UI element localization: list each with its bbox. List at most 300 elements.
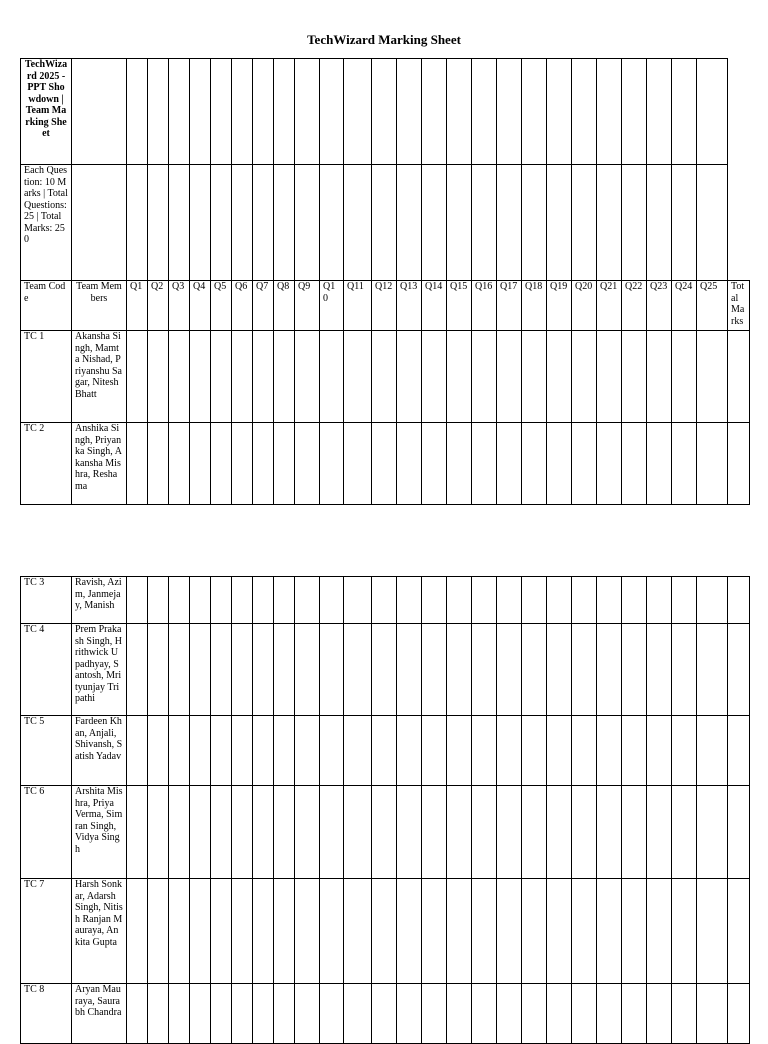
score-cell[interactable] [397, 879, 422, 984]
score-cell[interactable] [127, 984, 148, 1044]
score-cell[interactable] [295, 624, 320, 716]
score-cell[interactable] [211, 423, 232, 505]
marking-table-page-1 [20, 58, 750, 505]
team-row [21, 577, 750, 624]
score-cell[interactable] [190, 879, 211, 984]
score-cell[interactable] [572, 786, 597, 879]
score-cell[interactable] [274, 786, 295, 879]
score-cell[interactable] [295, 879, 320, 984]
question-header-21: Q21 [597, 281, 622, 331]
score-cell[interactable] [232, 716, 253, 786]
score-cell[interactable] [597, 879, 622, 984]
score-cell[interactable] [572, 624, 597, 716]
score-cell[interactable] [647, 423, 672, 505]
score-cell[interactable] [547, 624, 572, 716]
team-code-cell: TC 7 [21, 879, 72, 984]
event-title-cell: TechWizard 2025 - PPT Showdown | Team Marking Sheet [21, 59, 72, 165]
score-cell[interactable] [372, 984, 397, 1044]
score-cell[interactable] [274, 423, 295, 505]
score-cell[interactable] [372, 624, 397, 716]
team-members-cell: Prem Prakash Singh, Hrithwick Upadhyay, Santosh, Mrityunjay Tripathi [72, 624, 127, 716]
empty-cell [597, 165, 622, 281]
score-cell[interactable] [472, 879, 497, 984]
score-cell[interactable] [622, 577, 647, 624]
empty-cell [422, 59, 447, 165]
event-title-row [21, 59, 750, 165]
score-cell[interactable] [148, 423, 169, 505]
empty-cell [190, 165, 211, 281]
score-cell[interactable] [672, 984, 697, 1044]
score-cell[interactable] [344, 423, 372, 505]
score-cell[interactable] [622, 331, 647, 423]
empty-cell [344, 59, 372, 165]
score-cell[interactable] [547, 331, 572, 423]
empty-cell [211, 165, 232, 281]
score-cell[interactable] [344, 786, 372, 879]
score-cell[interactable] [148, 879, 169, 984]
empty-cell [274, 59, 295, 165]
score-cell[interactable] [672, 624, 697, 716]
score-cell[interactable] [320, 331, 344, 423]
empty-cell [232, 165, 253, 281]
score-cell[interactable] [597, 624, 622, 716]
team-members-cell: Ravish, Azim, Janmejay, Manish [72, 577, 127, 624]
score-cell[interactable] [422, 624, 447, 716]
score-cell[interactable] [253, 716, 274, 786]
score-cell[interactable] [344, 331, 372, 423]
score-cell[interactable] [697, 984, 728, 1044]
question-header-19: Q19 [547, 281, 572, 331]
score-cell[interactable] [672, 577, 697, 624]
score-cell[interactable] [397, 577, 422, 624]
score-cell[interactable] [253, 423, 274, 505]
score-cell[interactable] [472, 716, 497, 786]
score-cell[interactable] [547, 786, 572, 879]
score-cell[interactable] [169, 331, 190, 423]
score-cell[interactable] [274, 984, 295, 1044]
team-members-cell: Arshita Mishra, Priya Verma, Simran Singh, Vidya Singh [72, 786, 127, 879]
empty-cell [697, 59, 728, 165]
question-header-10: Q10 [320, 281, 344, 331]
question-header-17: Q17 [497, 281, 522, 331]
total-marks-cell[interactable] [728, 879, 750, 984]
question-header-14: Q14 [422, 281, 447, 331]
score-cell[interactable] [397, 984, 422, 1044]
score-cell[interactable] [497, 331, 522, 423]
score-cell[interactable] [148, 331, 169, 423]
score-cell[interactable] [190, 716, 211, 786]
score-cell[interactable] [211, 624, 232, 716]
score-cell[interactable] [647, 624, 672, 716]
question-header-11: Q11 [344, 281, 372, 331]
score-cell[interactable] [472, 984, 497, 1044]
score-cell[interactable] [622, 984, 647, 1044]
score-cell[interactable] [472, 624, 497, 716]
question-header-5: Q5 [211, 281, 232, 331]
score-cell[interactable] [344, 879, 372, 984]
score-cell[interactable] [190, 984, 211, 1044]
score-cell[interactable] [497, 984, 522, 1044]
question-header-23: Q23 [647, 281, 672, 331]
team-row [21, 423, 750, 505]
score-cell[interactable] [253, 879, 274, 984]
score-cell[interactable] [422, 984, 447, 1044]
score-cell[interactable] [472, 786, 497, 879]
score-cell[interactable] [190, 423, 211, 505]
score-cell[interactable] [253, 577, 274, 624]
empty-cell [647, 165, 672, 281]
score-cell[interactable] [522, 331, 547, 423]
question-header-16: Q16 [472, 281, 497, 331]
score-cell[interactable] [320, 984, 344, 1044]
empty-cell [232, 59, 253, 165]
score-cell[interactable] [497, 423, 522, 505]
score-cell[interactable] [295, 331, 320, 423]
question-header-7: Q7 [253, 281, 274, 331]
score-cell[interactable] [274, 577, 295, 624]
score-cell[interactable] [497, 786, 522, 879]
score-cell[interactable] [295, 716, 320, 786]
score-cell[interactable] [127, 624, 148, 716]
score-cell[interactable] [274, 624, 295, 716]
score-cell[interactable] [597, 716, 622, 786]
empty-cell [295, 165, 320, 281]
team-code-cell: TC 3 [21, 577, 72, 624]
question-header-1: Q1 [127, 281, 148, 331]
score-cell[interactable] [232, 577, 253, 624]
header-row [21, 281, 750, 331]
score-cell[interactable] [169, 984, 190, 1044]
total-marks-cell[interactable] [728, 577, 750, 624]
empty-cell [397, 165, 422, 281]
score-cell[interactable] [647, 984, 672, 1044]
empty-cell [72, 59, 127, 165]
team-code-header: Team Code [21, 281, 72, 331]
score-cell[interactable] [372, 577, 397, 624]
score-cell[interactable] [497, 577, 522, 624]
score-cell[interactable] [622, 423, 647, 505]
score-cell[interactable] [320, 716, 344, 786]
question-header-18: Q18 [522, 281, 547, 331]
empty-cell [672, 59, 697, 165]
score-cell[interactable] [148, 624, 169, 716]
empty-cell [547, 59, 572, 165]
score-cell[interactable] [397, 624, 422, 716]
score-cell[interactable] [232, 786, 253, 879]
score-cell[interactable] [547, 879, 572, 984]
empty-cell [622, 59, 647, 165]
score-cell[interactable] [211, 331, 232, 423]
score-cell[interactable] [547, 716, 572, 786]
score-cell[interactable] [372, 331, 397, 423]
team-row [21, 331, 750, 423]
score-cell[interactable] [211, 786, 232, 879]
score-cell[interactable] [422, 879, 447, 984]
score-cell[interactable] [422, 577, 447, 624]
score-cell[interactable] [472, 423, 497, 505]
empty-cell [253, 165, 274, 281]
total-marks-cell[interactable] [728, 716, 750, 786]
score-cell[interactable] [597, 331, 622, 423]
score-cell[interactable] [472, 577, 497, 624]
score-cell[interactable] [497, 716, 522, 786]
score-cell[interactable] [697, 624, 728, 716]
score-cell[interactable] [647, 786, 672, 879]
question-header-24: Q24 [672, 281, 697, 331]
question-header-12: Q12 [372, 281, 397, 331]
total-marks-header: Total Marks [728, 281, 750, 331]
score-cell[interactable] [572, 423, 597, 505]
question-header-6: Q6 [232, 281, 253, 331]
empty-cell [211, 59, 232, 165]
score-cell[interactable] [344, 984, 372, 1044]
empty-cell [169, 165, 190, 281]
score-cell[interactable] [622, 879, 647, 984]
score-cell[interactable] [522, 624, 547, 716]
score-cell[interactable] [447, 716, 472, 786]
score-cell[interactable] [522, 984, 547, 1044]
score-cell[interactable] [422, 331, 447, 423]
score-cell[interactable] [397, 331, 422, 423]
score-cell[interactable] [169, 624, 190, 716]
score-cell[interactable] [647, 716, 672, 786]
score-cell[interactable] [622, 624, 647, 716]
score-cell[interactable] [295, 423, 320, 505]
score-cell[interactable] [522, 423, 547, 505]
empty-cell [372, 59, 397, 165]
empty-cell [597, 59, 622, 165]
score-cell[interactable] [148, 716, 169, 786]
score-cell[interactable] [597, 786, 622, 879]
empty-cell [572, 59, 597, 165]
score-cell[interactable] [522, 786, 547, 879]
score-cell[interactable] [295, 577, 320, 624]
score-cell[interactable] [447, 331, 472, 423]
score-cell[interactable] [253, 786, 274, 879]
empty-cell [647, 59, 672, 165]
empty-cell [522, 165, 547, 281]
score-cell[interactable] [572, 984, 597, 1044]
score-cell[interactable] [672, 331, 697, 423]
score-cell[interactable] [274, 879, 295, 984]
score-cell[interactable] [148, 984, 169, 1044]
score-cell[interactable] [597, 423, 622, 505]
score-cell[interactable] [320, 423, 344, 505]
score-cell[interactable] [697, 786, 728, 879]
empty-cell [320, 59, 344, 165]
score-cell[interactable] [148, 786, 169, 879]
score-cell[interactable] [190, 577, 211, 624]
score-cell[interactable] [497, 624, 522, 716]
empty-cell [127, 59, 148, 165]
empty-cell [397, 59, 422, 165]
empty-cell [497, 165, 522, 281]
score-cell[interactable] [447, 879, 472, 984]
score-cell[interactable] [169, 577, 190, 624]
score-cell[interactable] [422, 716, 447, 786]
empty-cell [127, 165, 148, 281]
score-cell[interactable] [372, 716, 397, 786]
score-cell[interactable] [672, 716, 697, 786]
score-cell[interactable] [697, 577, 728, 624]
score-cell[interactable] [127, 879, 148, 984]
score-cell[interactable] [190, 786, 211, 879]
team-row [21, 984, 750, 1044]
score-cell[interactable] [597, 984, 622, 1044]
score-cell[interactable] [211, 577, 232, 624]
score-cell[interactable] [397, 716, 422, 786]
score-cell[interactable] [447, 624, 472, 716]
score-cell[interactable] [169, 716, 190, 786]
empty-cell [472, 165, 497, 281]
page-title: TechWizard Marking Sheet [307, 32, 461, 47]
score-cell[interactable] [522, 879, 547, 984]
score-cell[interactable] [344, 716, 372, 786]
score-cell[interactable] [647, 577, 672, 624]
score-cell[interactable] [211, 984, 232, 1044]
team-code-cell: TC 8 [21, 984, 72, 1044]
score-cell[interactable] [372, 879, 397, 984]
score-cell[interactable] [232, 624, 253, 716]
score-cell[interactable] [397, 423, 422, 505]
marking-table-page-2 [20, 576, 750, 1044]
score-cell[interactable] [127, 716, 148, 786]
score-cell[interactable] [647, 331, 672, 423]
team-code-cell: TC 2 [21, 423, 72, 505]
total-marks-cell[interactable] [728, 423, 750, 505]
score-cell[interactable] [547, 984, 572, 1044]
score-cell[interactable] [372, 786, 397, 879]
score-cell[interactable] [344, 577, 372, 624]
score-cell[interactable] [447, 984, 472, 1044]
total-marks-cell[interactable] [728, 624, 750, 716]
score-cell[interactable] [497, 879, 522, 984]
score-cell[interactable] [622, 786, 647, 879]
score-cell[interactable] [274, 331, 295, 423]
score-cell[interactable] [572, 879, 597, 984]
team-members-cell: Anshika Singh, Priyanka Singh, Akansha Mishra, Reshama [72, 423, 127, 505]
score-cell[interactable] [397, 786, 422, 879]
score-cell[interactable] [320, 624, 344, 716]
question-header-2: Q2 [148, 281, 169, 331]
score-cell[interactable] [127, 577, 148, 624]
score-cell[interactable] [148, 577, 169, 624]
score-cell[interactable] [253, 331, 274, 423]
score-cell[interactable] [647, 879, 672, 984]
score-cell[interactable] [169, 879, 190, 984]
score-cell[interactable] [211, 716, 232, 786]
question-header-22: Q22 [622, 281, 647, 331]
score-cell[interactable] [169, 423, 190, 505]
team-code-cell: TC 4 [21, 624, 72, 716]
score-cell[interactable] [320, 879, 344, 984]
score-cell[interactable] [697, 879, 728, 984]
score-cell[interactable] [572, 716, 597, 786]
score-cell[interactable] [232, 331, 253, 423]
question-header-20: Q20 [572, 281, 597, 331]
score-cell[interactable] [295, 786, 320, 879]
team-members-header: Team Members [72, 281, 127, 331]
empty-cell [148, 59, 169, 165]
empty-cell [447, 59, 472, 165]
score-cell[interactable] [547, 423, 572, 505]
empty-cell [320, 165, 344, 281]
score-cell[interactable] [447, 786, 472, 879]
team-row [21, 624, 750, 716]
empty-cell [447, 165, 472, 281]
score-cell[interactable] [472, 331, 497, 423]
question-header-25: Q25 [697, 281, 728, 331]
score-cell[interactable] [190, 624, 211, 716]
question-header-4: Q4 [190, 281, 211, 331]
score-cell[interactable] [697, 331, 728, 423]
score-cell[interactable] [697, 423, 728, 505]
score-cell[interactable] [169, 786, 190, 879]
score-cell[interactable] [295, 984, 320, 1044]
score-cell[interactable] [320, 577, 344, 624]
score-cell[interactable] [572, 577, 597, 624]
team-code-cell: TC 5 [21, 716, 72, 786]
score-cell[interactable] [253, 624, 274, 716]
team-row [21, 716, 750, 786]
empty-cell [169, 59, 190, 165]
empty-cell [148, 165, 169, 281]
score-cell[interactable] [622, 716, 647, 786]
score-cell[interactable] [190, 331, 211, 423]
score-cell[interactable] [447, 423, 472, 505]
score-cell[interactable] [672, 423, 697, 505]
total-marks-cell[interactable] [728, 331, 750, 423]
score-cell[interactable] [672, 786, 697, 879]
score-cell[interactable] [672, 879, 697, 984]
score-cell[interactable] [320, 786, 344, 879]
score-cell[interactable] [344, 624, 372, 716]
score-cell[interactable] [232, 423, 253, 505]
score-cell[interactable] [211, 879, 232, 984]
score-cell[interactable] [422, 786, 447, 879]
empty-cell [344, 165, 372, 281]
total-marks-cell[interactable] [728, 786, 750, 879]
total-marks-cell[interactable] [728, 984, 750, 1044]
team-row [21, 786, 750, 879]
empty-cell [522, 59, 547, 165]
empty-cell [572, 165, 597, 281]
empty-cell [72, 165, 127, 281]
score-cell[interactable] [127, 423, 148, 505]
score-cell[interactable] [422, 423, 447, 505]
score-cell[interactable] [547, 577, 572, 624]
score-cell[interactable] [447, 577, 472, 624]
score-cell[interactable] [572, 331, 597, 423]
score-cell[interactable] [127, 331, 148, 423]
marks-info-row [21, 165, 750, 281]
team-row [21, 879, 750, 984]
team-members-cell: Aryan Mauraya, Saurabh Chandra [72, 984, 127, 1044]
score-cell[interactable] [697, 716, 728, 786]
empty-cell [697, 165, 728, 281]
score-cell[interactable] [522, 577, 547, 624]
score-cell[interactable] [274, 716, 295, 786]
score-cell[interactable] [127, 786, 148, 879]
empty-cell [547, 165, 572, 281]
score-cell[interactable] [597, 577, 622, 624]
score-cell[interactable] [253, 984, 274, 1044]
score-cell[interactable] [522, 716, 547, 786]
score-cell[interactable] [372, 423, 397, 505]
question-header-3: Q3 [169, 281, 190, 331]
score-cell[interactable] [232, 879, 253, 984]
score-cell[interactable] [232, 984, 253, 1044]
